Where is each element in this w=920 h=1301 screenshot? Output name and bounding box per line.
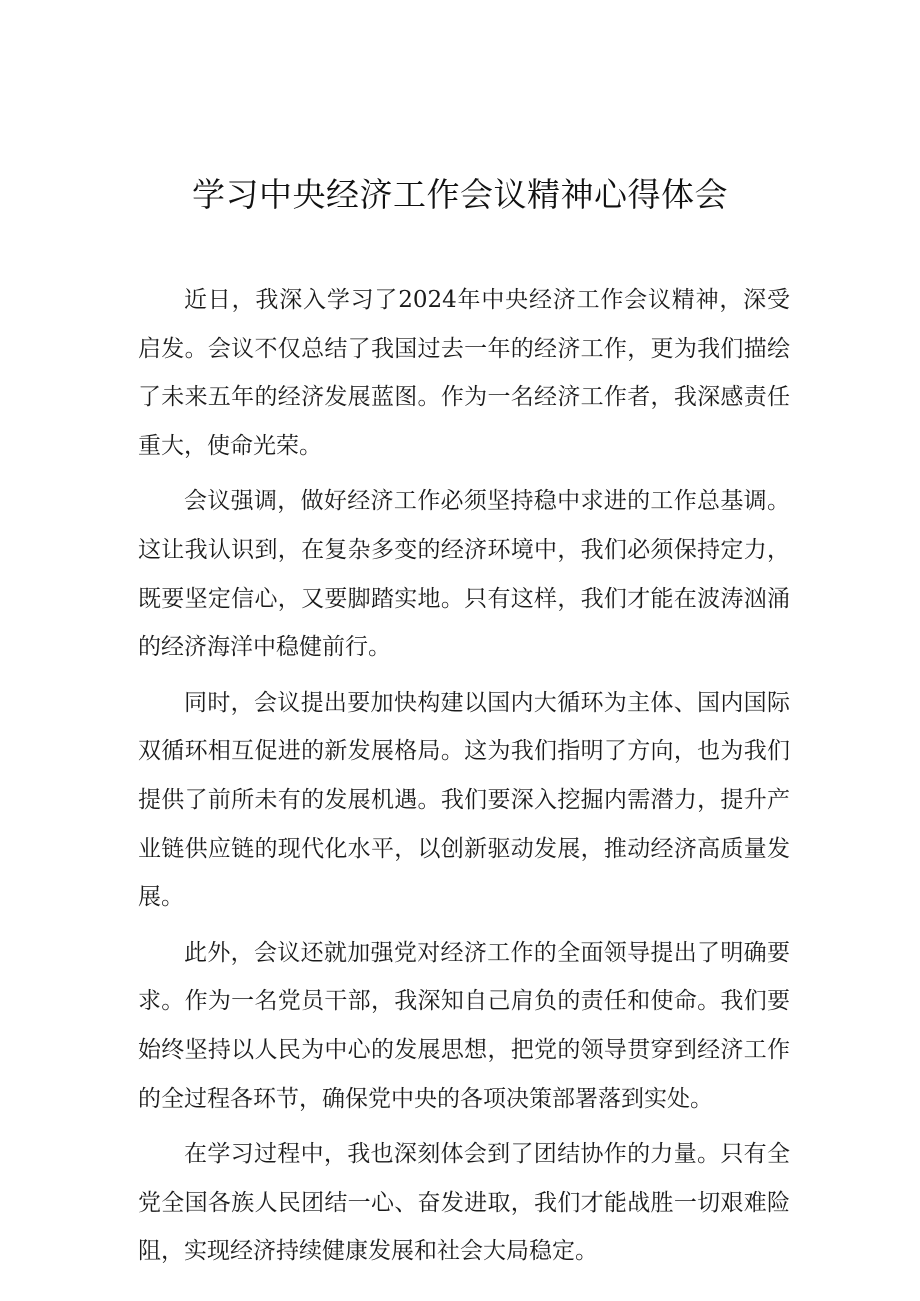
paragraph: 在学习过程中，我也深刻体会到了团结协作的力量。只有全党全国各族人民团结一心、奋发进取，我们才能战胜一切艰难险阻，实现经济持续健康发展和社会大局稳定。 — [138, 1141, 790, 1265]
paragraph: 近日，我深入学习了2024年中央经济工作会议精神，深受启发。会议不仅总结了我国过去一年的经济工作，更为我们描绘了未来五年的经济发展蓝图。作为一名经济工作者，我深感责任重大，使命光荣。 — [138, 287, 790, 459]
paragraph: 同时，会议提出要加快构建以国内大循环为主体、国内国际双循环相互促进的新发展格局。这为我们指明了方向，也为我们提供了前所未有的发展机遇。我们要深入挖掘内需潜力，提升产业链供应链的现代化水平，以创新驱动发展，推动经济高质量发展。 — [138, 689, 790, 911]
document-body — [138, 276, 790, 1283]
document-title: 学习中央经济工作会议精神心得体会 — [192, 175, 728, 214]
paragraph: 会议强调，做好经济工作必须坚持稳中求进的工作总基调。这让我认识到，在复杂多变的经济环境中，我们必须保持定力，既要坚定信心，又要脚踏实地。只有这样，我们才能在波涛汹涌的经济海洋中稳健前行。 — [138, 488, 790, 661]
paragraph: 此外，会议还就加强党对经济工作的全面领导提出了明确要求。作为一名党员干部，我深知自己肩负的责任和使命。我们要始终坚持以人民为中心的发展思想，把党的领导贯穿到经济工作的全过程各环节，确保党中央的各项决策部署落到实处。 — [138, 939, 790, 1112]
